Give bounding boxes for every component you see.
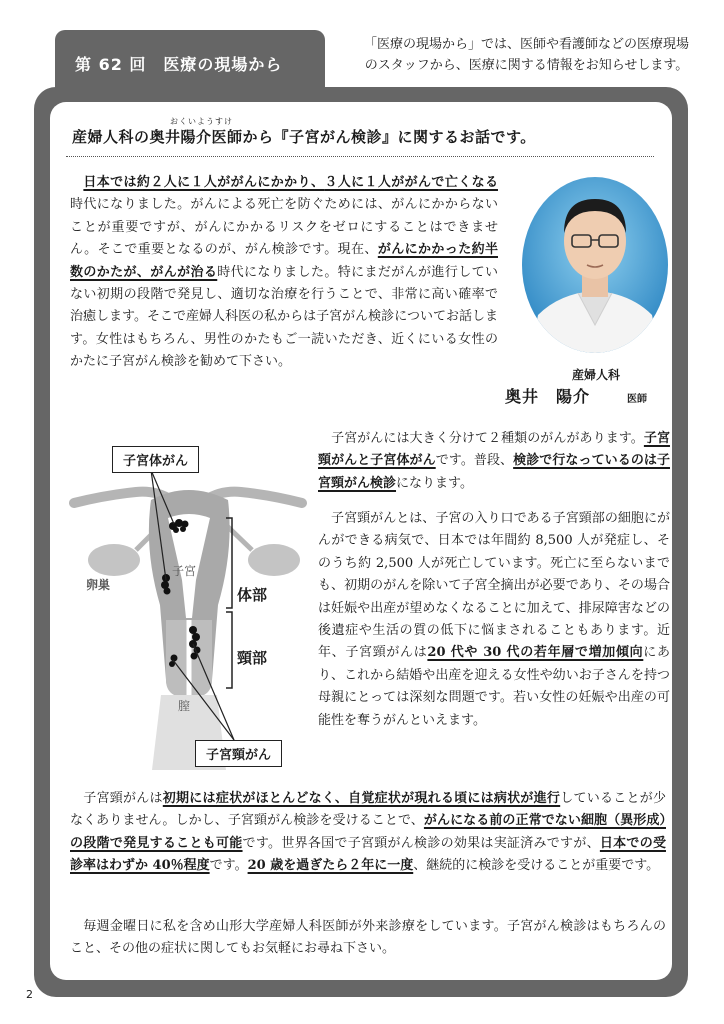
doctor-title: 医師	[627, 394, 647, 405]
body-text: です。	[209, 858, 248, 874]
emphasis-text: 20 代や 30 代の若年層で増加傾向	[427, 645, 644, 661]
body-text: 、継続的に検診を受けることが重要です。	[413, 858, 660, 874]
label-cervical-cancer: 子宮頸がん	[195, 740, 282, 767]
headline: 産婦人科の奥井陽介医師から『子宮がん検診』に関するお話です。	[72, 128, 536, 146]
body-text: していることが少なくありません。しかし、子宮頸がん検診を受けることで、	[70, 791, 666, 829]
label-vagina: 膣	[178, 699, 191, 713]
label-cervix: 頸部	[237, 649, 268, 667]
paragraph-2	[318, 428, 670, 495]
series-title: 第 62 回 医療の現場から	[75, 55, 283, 74]
body-text: です。世界各国で子宮頸がん検診の効果は実証済みですが、	[242, 835, 600, 851]
body-text: 子宮頸がんとは、子宮の入り口である子宮頸部の細胞にがんができる病気で、日本では年間約 8,500 人が発症し、そのうち約 2,500 人が死亡しています。死亡に至らないまでも、初期のがんを除いて子宮全摘出が必要であり、その場合は妊娠や出産が望めなくなることに加えて、排尿障害などの後遺症や生活の質の低下に悩まされることもあります。近年、子宮頸がんは	[318, 511, 670, 661]
emphasis-text: 20 歳を過ぎたら２年に一度	[247, 858, 414, 874]
emphasis-text: 日本では約２人に１人ががんにかかり、	[83, 175, 325, 190]
label-body: 体部	[237, 586, 268, 604]
doctor-department: 産婦人科	[571, 368, 620, 382]
body-text: 時代になりました。がんによる死亡を防ぐためには、がんにかからないことが重要ですが、がんにかかるリスクをゼロにすることはできません。そこで重要となるのが、がん検診です。現在、	[70, 197, 498, 258]
body-text: 子宮頸がんは	[83, 791, 163, 806]
paragraph-3	[318, 508, 670, 732]
body-text: です。普段、	[435, 453, 514, 469]
paragraph-1	[70, 172, 498, 374]
headline-divider	[66, 156, 654, 157]
body-text: 子宮がんには大きく分けて２種類のがんがあります。	[331, 431, 644, 446]
label-body-cancer: 子宮体がん	[112, 446, 199, 473]
intro-line: のスタッフから、医療に関する情報をお知らせします。	[364, 58, 689, 73]
emphasis-text: がんになる前の正常でない細胞（異形成）の段階で発見することも可能	[70, 813, 666, 851]
emphasis-text: 検診で行なっているのは子宮頸がん検診	[318, 453, 670, 491]
intro-text	[334, 34, 719, 76]
body-text: にあり、これから結婚や出産を迎える女性や幼いお子さんを持つ母親にとっては深刻な問題です。若い女性の妊娠や出産の可能性を奪うがんといえます。	[318, 645, 670, 728]
body-text: 毎週金曜日に私を含め山形大学産婦人科医師が外来診療をしています。子宮がん検診はもちろんのこと、その他の症状に関してもお気軽にお尋ね下さい。	[70, 919, 666, 957]
headline-ruby: おくいようすけ	[170, 117, 233, 126]
emphasis-text: ３人に１人ががんで亡くなる	[324, 175, 498, 190]
uterus-diagram	[66, 440, 316, 770]
label-ovary: 卵巣	[86, 578, 111, 592]
page-number: 2	[26, 988, 33, 1001]
label-uterus: 子宮	[172, 564, 197, 578]
emphasis-text: 日本での受診率はわずか 40％程度	[70, 835, 666, 874]
emphasis-text: 初期には症状がほとんどなく、自覚症状が現れる頃には病状が進行	[162, 791, 561, 806]
intro-line: 「医療の現場から」では、医師や看護師などの医療現場	[363, 37, 689, 52]
emphasis-text: がんにかかった約半数のかたが、がんが治る	[70, 242, 498, 280]
emphasis-text: 子宮頸がんと子宮体がん	[318, 431, 670, 469]
doctor-name: 奥井 陽介	[505, 387, 591, 406]
body-text: 時代になりました。特にまだがんが進行していない初期の段階で発見し、適切な治療を行うことで、非常に高い確率で治癒します。そこで産婦人科医の私からは子宮がん検診についてお話します。女性はもちろん、男性のかたもご一読いただき、近くにいる女性のかたに子宮がん検診を勧めて下さい。	[70, 264, 498, 370]
paragraph-4	[70, 788, 666, 878]
paragraph-5	[70, 916, 666, 961]
body-text: になります。	[396, 475, 473, 491]
doctor-photo	[520, 175, 670, 355]
